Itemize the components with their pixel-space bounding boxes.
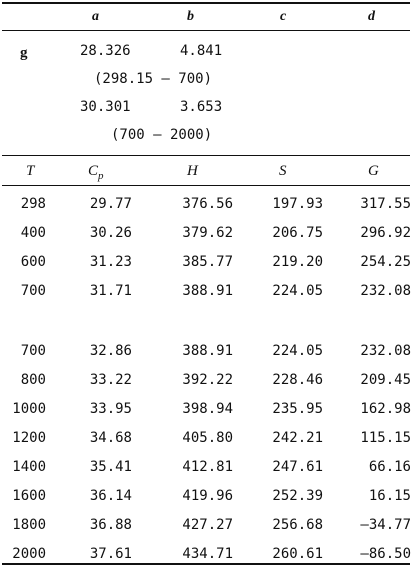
cell-G: 209.45 xyxy=(360,372,411,388)
cell-H: 385.77 xyxy=(182,254,233,270)
cell-H: 392.22 xyxy=(182,372,233,388)
temp-range-1: (298.15 — 700) xyxy=(94,71,213,87)
cell-Cp: 36.88 xyxy=(89,517,132,533)
cell-T: 1600 xyxy=(12,488,46,504)
col-header-T: T xyxy=(26,163,35,179)
cell-S: 260.61 xyxy=(272,546,323,562)
cell-H: 388.91 xyxy=(182,343,233,359)
cell-G: —34.77 xyxy=(360,517,411,533)
cell-S: 235.95 xyxy=(272,401,323,417)
cell-Cp: 34.68 xyxy=(89,430,132,446)
col-header-S: S xyxy=(279,163,287,179)
coef-a-2: 30.301 xyxy=(80,99,131,115)
cell-G: 254.25 xyxy=(360,254,411,270)
coef-b-2: 3.653 xyxy=(180,99,223,115)
cell-H: 398.94 xyxy=(182,401,233,417)
cell-Cp: 29.77 xyxy=(89,196,132,212)
cell-S: 252.39 xyxy=(272,488,323,504)
cell-S: 224.05 xyxy=(272,283,323,299)
temp-range-2: (700 — 2000) xyxy=(111,127,213,143)
cell-G: 232.08 xyxy=(360,343,411,359)
cell-S: 206.75 xyxy=(272,225,323,241)
cell-T: 600 xyxy=(20,254,46,270)
cell-S: 247.61 xyxy=(272,459,323,475)
col-header-Cp xyxy=(88,162,104,185)
cell-Cp: 33.95 xyxy=(89,401,132,417)
cell-T: 700 xyxy=(20,283,46,299)
cell-H: 419.96 xyxy=(182,488,233,504)
coef-header-b: b xyxy=(187,9,194,24)
cp-symbol: C xyxy=(88,163,99,179)
cell-Cp: 33.22 xyxy=(89,372,132,388)
bottom-rule xyxy=(2,563,410,565)
coef-a-1: 28.326 xyxy=(80,43,131,59)
cell-T: 1400 xyxy=(12,459,46,475)
cell-G: 66.16 xyxy=(368,459,411,475)
cell-G: 317.55 xyxy=(360,196,411,212)
cell-G: 296.92 xyxy=(360,225,411,241)
cell-T: 1800 xyxy=(12,517,46,533)
cell-Cp: 31.71 xyxy=(89,283,132,299)
cell-Cp: 37.61 xyxy=(89,546,132,562)
cell-S: 256.68 xyxy=(272,517,323,533)
cell-G: 115.15 xyxy=(360,430,411,446)
coef-b-1: 4.841 xyxy=(180,43,223,59)
cell-Cp: 32.86 xyxy=(89,343,132,359)
cell-H: 376.56 xyxy=(182,196,233,212)
cell-S: 197.93 xyxy=(272,196,323,212)
col-header-H: H xyxy=(187,163,198,179)
coef-header-a: a xyxy=(92,9,99,24)
cell-G: 16.15 xyxy=(368,488,411,504)
data-header-rule xyxy=(2,185,410,186)
coef-header-d: d xyxy=(368,9,375,24)
cell-Cp: 35.41 xyxy=(89,459,132,475)
cell-T: 1000 xyxy=(12,401,46,417)
cell-T: 2000 xyxy=(12,546,46,562)
cell-H: 405.80 xyxy=(182,430,233,446)
cell-H: 379.62 xyxy=(182,225,233,241)
cell-H: 388.91 xyxy=(182,283,233,299)
phase-label: g xyxy=(20,45,28,61)
cell-G: 232.08 xyxy=(360,283,411,299)
mid-rule xyxy=(2,155,410,156)
coef-header-c: c xyxy=(280,9,287,24)
cell-S: 228.46 xyxy=(272,372,323,388)
cell-T: 1200 xyxy=(12,430,46,446)
top-rule xyxy=(2,2,410,4)
cell-H: 412.81 xyxy=(182,459,233,475)
cell-Cp: 36.14 xyxy=(89,488,132,504)
cell-S: 242.21 xyxy=(272,430,323,446)
cell-Cp: 31.23 xyxy=(89,254,132,270)
cell-T: 700 xyxy=(20,343,46,359)
cell-S: 224.05 xyxy=(272,343,323,359)
cell-G: 162.98 xyxy=(360,401,411,417)
cell-T: 400 xyxy=(20,225,46,241)
cell-Cp: 30.26 xyxy=(89,225,132,241)
cell-S: 219.20 xyxy=(272,254,323,270)
cell-G: —86.50 xyxy=(360,546,411,562)
cp-subscript: p xyxy=(98,170,104,182)
cell-T: 800 xyxy=(20,372,46,388)
cell-T: 298 xyxy=(20,196,46,212)
col-header-G: G xyxy=(368,163,379,179)
header-rule xyxy=(2,30,410,31)
cell-H: 427.27 xyxy=(182,517,233,533)
cell-H: 434.71 xyxy=(182,546,233,562)
